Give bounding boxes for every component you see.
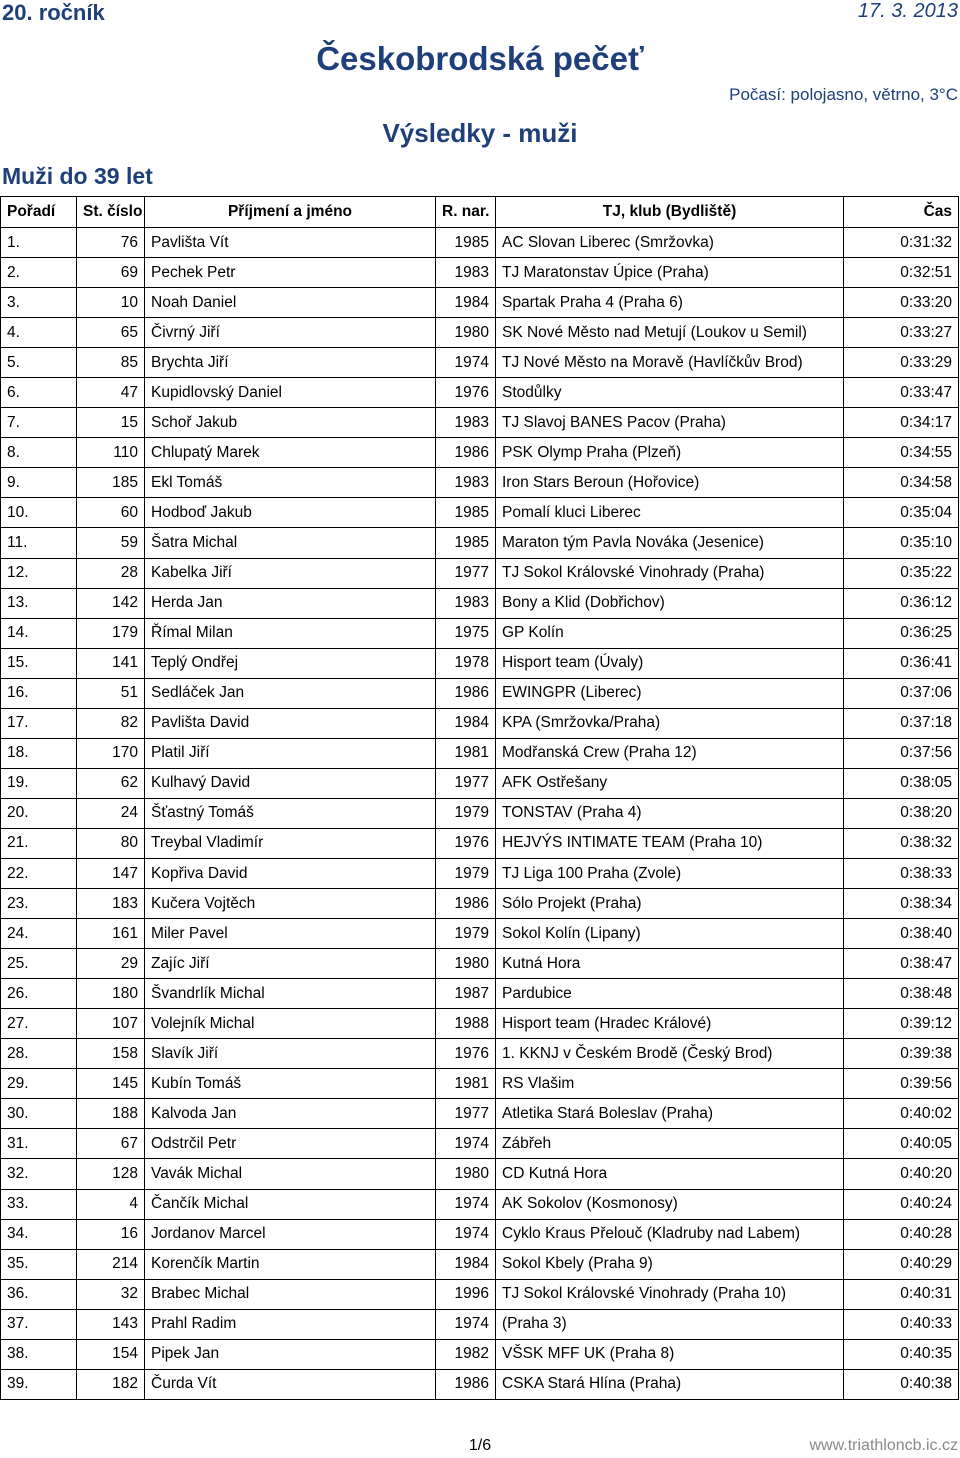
cell-start-number: 185 (77, 468, 145, 498)
cell-birth-year: 1986 (436, 438, 496, 468)
page-number: 1/6 (468, 1437, 492, 1454)
cell-rank: 16. (1, 678, 77, 708)
col-header-club: TJ, klub (Bydliště) (496, 197, 844, 228)
cell-time: 0:40:20 (844, 1159, 959, 1189)
cell-birth-year: 1977 (436, 768, 496, 798)
table-header-row (1, 197, 959, 228)
cell-birth-year: 1981 (436, 1069, 496, 1099)
cell-club: TJ Maratonstav Úpice (Praha) (496, 258, 844, 288)
cell-rank: 29. (1, 1069, 77, 1099)
cell-start-number: 62 (77, 768, 145, 798)
table-row (1, 1249, 959, 1279)
cell-birth-year: 1983 (436, 468, 496, 498)
cell-birth-year: 1985 (436, 228, 496, 258)
cell-time: 0:37:18 (844, 708, 959, 738)
cell-start-number: 180 (77, 979, 145, 1009)
cell-birth-year: 1986 (436, 889, 496, 919)
table-row (1, 1339, 959, 1369)
table-row (1, 528, 959, 558)
cell-club: TONSTAV (Praha 4) (496, 798, 844, 828)
cell-name: Vavák Michal (145, 1159, 436, 1189)
cell-start-number: 29 (77, 949, 145, 979)
cell-club: Stodůlky (496, 378, 844, 408)
cell-birth-year: 1979 (436, 858, 496, 888)
cell-name: Kulhavý David (145, 768, 436, 798)
cell-club: Sokol Kolín (Lipany) (496, 919, 844, 949)
table-row (1, 498, 959, 528)
cell-birth-year: 1974 (436, 1309, 496, 1339)
cell-rank: 38. (1, 1339, 77, 1369)
cell-time: 0:39:56 (844, 1069, 959, 1099)
table-row (1, 1129, 959, 1159)
footer-url: www.triathloncb.ic.cz (809, 1437, 958, 1454)
cell-time: 0:40:29 (844, 1249, 959, 1279)
cell-time: 0:38:32 (844, 828, 959, 858)
cell-club: TJ Sokol Královské Vinohrady (Praha 10) (496, 1279, 844, 1309)
cell-club: Sokol Kbely (Praha 9) (496, 1249, 844, 1279)
cell-rank: 34. (1, 1219, 77, 1249)
cell-birth-year: 1976 (436, 378, 496, 408)
cell-rank: 32. (1, 1159, 77, 1189)
cell-birth-year: 1985 (436, 528, 496, 558)
cell-start-number: 69 (77, 258, 145, 288)
cell-rank: 7. (1, 408, 77, 438)
edition-label: 20. ročník (2, 0, 105, 25)
cell-club: HEJVÝS INTIMATE TEAM (Praha 10) (496, 828, 844, 858)
cell-birth-year: 1974 (436, 1129, 496, 1159)
cell-start-number: 107 (77, 1009, 145, 1039)
table-row (1, 768, 959, 798)
cell-time: 0:40:33 (844, 1309, 959, 1339)
table-row (1, 1309, 959, 1339)
cell-rank: 21. (1, 828, 77, 858)
table-row (1, 1039, 959, 1069)
cell-time: 0:40:28 (844, 1219, 959, 1249)
table-row (1, 1069, 959, 1099)
cell-club: SK Nové Město nad Metují (Loukov u Semil) (496, 318, 844, 348)
cell-name: Šťastný Tomáš (145, 798, 436, 828)
table-row (1, 288, 959, 318)
cell-name: Pavlišta David (145, 708, 436, 738)
cell-club: CD Kutná Hora (496, 1159, 844, 1189)
page-title: Českobrodská pečeť (316, 40, 644, 77)
cell-birth-year: 1980 (436, 1159, 496, 1189)
table-row (1, 348, 959, 378)
cell-time: 0:40:05 (844, 1129, 959, 1159)
cell-birth-year: 1978 (436, 648, 496, 678)
cell-birth-year: 1976 (436, 1039, 496, 1069)
cell-start-number: 183 (77, 889, 145, 919)
cell-birth-year: 1983 (436, 408, 496, 438)
cell-start-number: 141 (77, 648, 145, 678)
cell-start-number: 4 (77, 1189, 145, 1219)
cell-time: 0:37:06 (844, 678, 959, 708)
table-row (1, 979, 959, 1009)
table-row (1, 1219, 959, 1249)
cell-rank: 13. (1, 588, 77, 618)
cell-club: Iron Stars Beroun (Hořovice) (496, 468, 844, 498)
cell-club: EWINGPR (Liberec) (496, 678, 844, 708)
cell-birth-year: 1984 (436, 288, 496, 318)
cell-start-number: 67 (77, 1129, 145, 1159)
cell-time: 0:35:22 (844, 558, 959, 588)
cell-start-number: 110 (77, 438, 145, 468)
cell-time: 0:32:51 (844, 258, 959, 288)
cell-birth-year: 1974 (436, 348, 496, 378)
cell-time: 0:40:38 (844, 1369, 959, 1399)
table-row (1, 1369, 959, 1399)
cell-birth-year: 1974 (436, 1189, 496, 1219)
cell-birth-year: 1977 (436, 558, 496, 588)
col-header-rank: Pořadí (1, 197, 77, 228)
cell-name: Pipek Jan (145, 1339, 436, 1369)
cell-rank: 33. (1, 1189, 77, 1219)
cell-rank: 9. (1, 468, 77, 498)
cell-club: KPA (Smržovka/Praha) (496, 708, 844, 738)
table-row (1, 228, 959, 258)
cell-birth-year: 1981 (436, 738, 496, 768)
cell-birth-year: 1988 (436, 1009, 496, 1039)
cell-rank: 18. (1, 738, 77, 768)
cell-birth-year: 1984 (436, 1249, 496, 1279)
cell-name: Treybal Vladimír (145, 828, 436, 858)
cell-rank: 36. (1, 1279, 77, 1309)
weather-info: Počasí: polojasno, větrno, 3°C (729, 85, 958, 104)
table-row (1, 738, 959, 768)
cell-name: Pavlišta Vít (145, 228, 436, 258)
cell-start-number: 142 (77, 588, 145, 618)
cell-club: Hisport team (Úvaly) (496, 648, 844, 678)
cell-name: Švandrlík Michal (145, 979, 436, 1009)
table-row (1, 408, 959, 438)
cell-rank: 4. (1, 318, 77, 348)
cell-birth-year: 1976 (436, 828, 496, 858)
page-subtitle: Výsledky - muži (382, 118, 578, 148)
table-row (1, 678, 959, 708)
cell-start-number: 10 (77, 288, 145, 318)
cell-club: GP Kolín (496, 618, 844, 648)
cell-time: 0:38:48 (844, 979, 959, 1009)
cell-name: Jordanov Marcel (145, 1219, 436, 1249)
cell-start-number: 60 (77, 498, 145, 528)
cell-club: TJ Nové Město na Moravě (Havlíčkův Brod) (496, 348, 844, 378)
cell-name: Chlupatý Marek (145, 438, 436, 468)
cell-name: Kalvoda Jan (145, 1099, 436, 1129)
cell-birth-year: 1979 (436, 919, 496, 949)
cell-start-number: 143 (77, 1309, 145, 1339)
table-row (1, 648, 959, 678)
race-date: 17. 3. 2013 (857, 0, 958, 22)
cell-time: 0:40:31 (844, 1279, 959, 1309)
cell-rank: 11. (1, 528, 77, 558)
cell-start-number: 85 (77, 348, 145, 378)
cell-birth-year: 1983 (436, 258, 496, 288)
cell-time: 0:38:47 (844, 949, 959, 979)
cell-rank: 8. (1, 438, 77, 468)
cell-name: Římal Milan (145, 618, 436, 648)
table-row (1, 318, 959, 348)
cell-time: 0:38:40 (844, 919, 959, 949)
cell-club: Pomalí kluci Liberec (496, 498, 844, 528)
cell-rank: 10. (1, 498, 77, 528)
cell-time: 0:33:20 (844, 288, 959, 318)
cell-name: Šatra Michal (145, 528, 436, 558)
cell-rank: 5. (1, 348, 77, 378)
table-row (1, 1279, 959, 1309)
cell-rank: 39. (1, 1369, 77, 1399)
cell-birth-year: 1974 (436, 1219, 496, 1249)
cell-birth-year: 1979 (436, 798, 496, 828)
cell-start-number: 188 (77, 1099, 145, 1129)
table-row (1, 258, 959, 288)
cell-time: 0:35:10 (844, 528, 959, 558)
cell-club: PSK Olymp Praha (Plzeň) (496, 438, 844, 468)
cell-time: 0:36:12 (844, 588, 959, 618)
cell-name: Kupidlovský Daniel (145, 378, 436, 408)
cell-name: Miler Pavel (145, 919, 436, 949)
cell-start-number: 179 (77, 618, 145, 648)
cell-name: Kopřiva David (145, 858, 436, 888)
cell-start-number: 170 (77, 738, 145, 768)
cell-birth-year: 1986 (436, 1369, 496, 1399)
category-heading: Muži do 39 let (2, 163, 153, 189)
table-row (1, 558, 959, 588)
cell-start-number: 147 (77, 858, 145, 888)
table-row (1, 468, 959, 498)
table-row (1, 1009, 959, 1039)
cell-name: Noah Daniel (145, 288, 436, 318)
cell-name: Brabec Michal (145, 1279, 436, 1309)
cell-name: Čančík Michal (145, 1189, 436, 1219)
cell-rank: 24. (1, 919, 77, 949)
cell-rank: 2. (1, 258, 77, 288)
cell-rank: 14. (1, 618, 77, 648)
cell-rank: 1. (1, 228, 77, 258)
cell-rank: 17. (1, 708, 77, 738)
cell-time: 0:36:25 (844, 618, 959, 648)
cell-birth-year: 1980 (436, 318, 496, 348)
cell-time: 0:37:56 (844, 738, 959, 768)
cell-time: 0:39:38 (844, 1039, 959, 1069)
results-body (1, 228, 959, 1400)
cell-rank: 20. (1, 798, 77, 828)
table-row (1, 438, 959, 468)
cell-club: Kutná Hora (496, 949, 844, 979)
cell-name: Teplý Ondřej (145, 648, 436, 678)
cell-start-number: 82 (77, 708, 145, 738)
cell-birth-year: 1987 (436, 979, 496, 1009)
cell-rank: 22. (1, 858, 77, 888)
cell-time: 0:33:29 (844, 348, 959, 378)
cell-club: Sólo Projekt (Praha) (496, 889, 844, 919)
cell-club: Zábřeh (496, 1129, 844, 1159)
cell-start-number: 47 (77, 378, 145, 408)
cell-name: Prahl Radim (145, 1309, 436, 1339)
cell-start-number: 182 (77, 1369, 145, 1399)
cell-start-number: 65 (77, 318, 145, 348)
cell-name: Brychta Jiří (145, 348, 436, 378)
table-row (1, 828, 959, 858)
cell-time: 0:40:24 (844, 1189, 959, 1219)
cell-rank: 27. (1, 1009, 77, 1039)
cell-name: Hodboď Jakub (145, 498, 436, 528)
cell-rank: 31. (1, 1129, 77, 1159)
cell-name: Sedláček Jan (145, 678, 436, 708)
cell-time: 0:31:32 (844, 228, 959, 258)
cell-name: Herda Jan (145, 588, 436, 618)
cell-start-number: 128 (77, 1159, 145, 1189)
cell-rank: 12. (1, 558, 77, 588)
cell-club: AFK Ostřešany (496, 768, 844, 798)
cell-time: 0:38:20 (844, 798, 959, 828)
cell-club: CSKA Stará Hlína (Praha) (496, 1369, 844, 1399)
cell-time: 0:35:04 (844, 498, 959, 528)
table-row (1, 588, 959, 618)
cell-time: 0:34:55 (844, 438, 959, 468)
cell-start-number: 32 (77, 1279, 145, 1309)
cell-rank: 3. (1, 288, 77, 318)
cell-start-number: 16 (77, 1219, 145, 1249)
cell-start-number: 15 (77, 408, 145, 438)
table-row (1, 708, 959, 738)
cell-birth-year: 1975 (436, 618, 496, 648)
cell-club: Bony a Klid (Dobřichov) (496, 588, 844, 618)
table-row (1, 1189, 959, 1219)
cell-name: Volejník Michal (145, 1009, 436, 1039)
cell-rank: 15. (1, 648, 77, 678)
cell-club: Hisport team (Hradec Králové) (496, 1009, 844, 1039)
cell-name: Kučera Vojtěch (145, 889, 436, 919)
cell-club: AC Slovan Liberec (Smržovka) (496, 228, 844, 258)
cell-start-number: 24 (77, 798, 145, 828)
cell-rank: 30. (1, 1099, 77, 1129)
cell-name: Zajíc Jiří (145, 949, 436, 979)
cell-start-number: 145 (77, 1069, 145, 1099)
cell-start-number: 161 (77, 919, 145, 949)
col-header-time: Čas (844, 197, 959, 228)
cell-start-number: 80 (77, 828, 145, 858)
col-header-start-number: St. číslo (77, 197, 145, 228)
cell-name: Odstrčil Petr (145, 1129, 436, 1159)
cell-start-number: 76 (77, 228, 145, 258)
cell-club: RS Vlašim (496, 1069, 844, 1099)
cell-name: Slavík Jiří (145, 1039, 436, 1069)
cell-rank: 37. (1, 1309, 77, 1339)
cell-club: Cyklo Kraus Přelouč (Kladruby nad Labem) (496, 1219, 844, 1249)
cell-name: Čurda Vít (145, 1369, 436, 1399)
table-row (1, 1099, 959, 1129)
cell-time: 0:33:27 (844, 318, 959, 348)
cell-start-number: 158 (77, 1039, 145, 1069)
cell-club: VŠSK MFF UK (Praha 8) (496, 1339, 844, 1369)
cell-club: Maraton tým Pavla Nováka (Jesenice) (496, 528, 844, 558)
results-table (0, 196, 959, 1400)
cell-rank: 19. (1, 768, 77, 798)
cell-club: (Praha 3) (496, 1309, 844, 1339)
cell-time: 0:40:35 (844, 1339, 959, 1369)
cell-name: Schoř Jakub (145, 408, 436, 438)
cell-club: TJ Liga 100 Praha (Zvole) (496, 858, 844, 888)
cell-start-number: 154 (77, 1339, 145, 1369)
cell-time: 0:34:58 (844, 468, 959, 498)
table-row (1, 618, 959, 648)
cell-club: Modřanská Crew (Praha 12) (496, 738, 844, 768)
cell-time: 0:38:33 (844, 858, 959, 888)
cell-start-number: 214 (77, 1249, 145, 1279)
cell-birth-year: 1996 (436, 1279, 496, 1309)
cell-time: 0:34:17 (844, 408, 959, 438)
cell-name: Ekl Tomáš (145, 468, 436, 498)
cell-name: Platil Jiří (145, 738, 436, 768)
cell-rank: 35. (1, 1249, 77, 1279)
cell-club: 1. KKNJ v Českém Brodě (Český Brod) (496, 1039, 844, 1069)
cell-name: Kubín Tomáš (145, 1069, 436, 1099)
table-row (1, 378, 959, 408)
cell-club: TJ Slavoj BANES Pacov (Praha) (496, 408, 844, 438)
cell-birth-year: 1980 (436, 949, 496, 979)
cell-birth-year: 1986 (436, 678, 496, 708)
cell-club: TJ Sokol Královské Vinohrady (Praha) (496, 558, 844, 588)
table-row (1, 949, 959, 979)
cell-club: AK Sokolov (Kosmonosy) (496, 1189, 844, 1219)
cell-start-number: 59 (77, 528, 145, 558)
cell-time: 0:36:41 (844, 648, 959, 678)
cell-rank: 28. (1, 1039, 77, 1069)
cell-rank: 23. (1, 889, 77, 919)
table-row (1, 798, 959, 828)
cell-name: Pechek Petr (145, 258, 436, 288)
table-row (1, 889, 959, 919)
cell-rank: 6. (1, 378, 77, 408)
cell-club: Pardubice (496, 979, 844, 1009)
cell-club: Spartak Praha 4 (Praha 6) (496, 288, 844, 318)
cell-time: 0:38:05 (844, 768, 959, 798)
cell-rank: 26. (1, 979, 77, 1009)
cell-birth-year: 1977 (436, 1099, 496, 1129)
cell-birth-year: 1984 (436, 708, 496, 738)
table-row (1, 1159, 959, 1189)
cell-name: Korenčík Martin (145, 1249, 436, 1279)
col-header-birth-year: R. nar. (436, 197, 496, 228)
cell-time: 0:38:34 (844, 889, 959, 919)
col-header-name: Příjmení a jméno (145, 197, 436, 228)
cell-birth-year: 1982 (436, 1339, 496, 1369)
cell-name: Čivrný Jiří (145, 318, 436, 348)
cell-time: 0:39:12 (844, 1009, 959, 1039)
cell-start-number: 51 (77, 678, 145, 708)
cell-birth-year: 1985 (436, 498, 496, 528)
cell-rank: 25. (1, 949, 77, 979)
cell-club: Atletika Stará Boleslav (Praha) (496, 1099, 844, 1129)
cell-start-number: 28 (77, 558, 145, 588)
cell-birth-year: 1983 (436, 588, 496, 618)
cell-time: 0:40:02 (844, 1099, 959, 1129)
cell-time: 0:33:47 (844, 378, 959, 408)
cell-name: Kabelka Jiří (145, 558, 436, 588)
table-row (1, 858, 959, 888)
table-row (1, 919, 959, 949)
